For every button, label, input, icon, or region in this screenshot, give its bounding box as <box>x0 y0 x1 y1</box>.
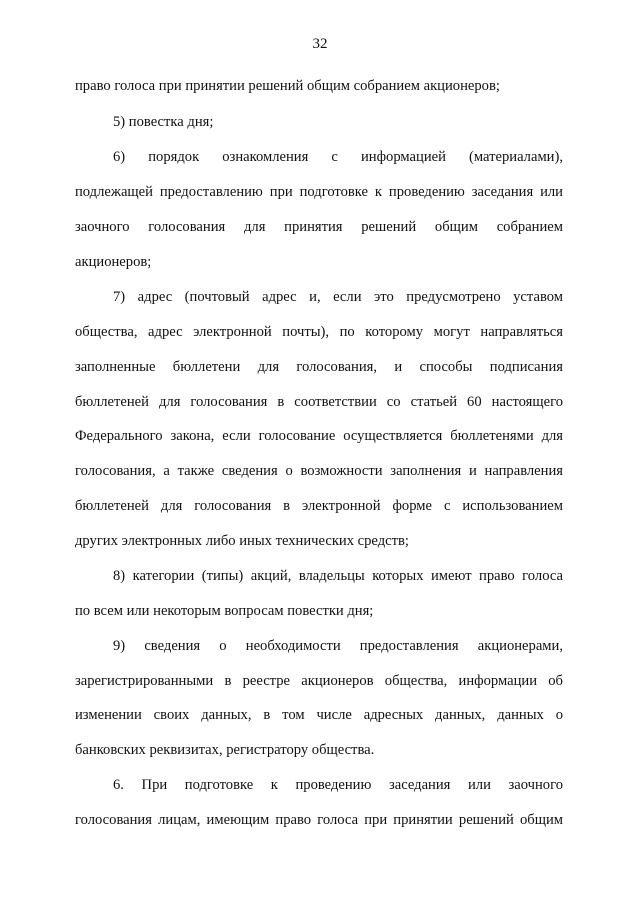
text-line: подлежащей предоставлению при подготовке к проведению заседания или <box>75 184 563 200</box>
page-number: 32 <box>312 36 328 52</box>
text-line: заочного голосования для принятия решений общим собранием <box>75 219 563 235</box>
text-line: по всем или некоторым вопросам повестки дня; <box>75 603 374 619</box>
text-line: заполненные бюллетени для голосования, и способы подписания <box>75 359 563 375</box>
text-line: 7) адрес (почтовый адрес и, если это предусмотрено уставом <box>113 289 563 305</box>
text-line: зарегистрированными в реестре акционеров общества, информации об <box>75 673 563 689</box>
text-line: банковских реквизитах, регистратору общества. <box>75 742 375 758</box>
text-line: 8) категории (типы) акций, владельцы которых имеют право голоса <box>113 568 563 584</box>
text-line: изменении своих данных, в том числе адресных данных, данных о <box>75 707 563 723</box>
text-line: голосования лицам, имеющим право голоса при принятии решений общим <box>75 812 563 828</box>
text-line: общества, адрес электронной почты), по которому могут направляться <box>75 324 563 340</box>
text-line: бюллетеней для голосования в электронной форме с использованием <box>75 498 563 514</box>
text-line: других электронных либо иных технических средств; <box>75 533 409 549</box>
text-line: акционеров; <box>75 254 152 270</box>
text-line: голосования, а также сведения о возможности заполнения и направления <box>75 463 563 479</box>
text-line: 6. При подготовке к проведению заседания или заочного <box>113 777 563 793</box>
text-line: 9) сведения о необходимости предоставления акционерами, <box>113 638 563 654</box>
text-line: 5) повестка дня; <box>113 114 214 130</box>
text-line: бюллетеней для голосования в соответствии со статьей 60 настоящего <box>75 394 563 410</box>
text-line: Федерального закона, если голосование осуществляется бюллетенями для <box>75 428 563 444</box>
text-line: 6) порядок ознакомления с информацией (материалами), <box>113 149 563 165</box>
text-line: право голоса при принятии решений общим собранием акционеров; <box>75 78 500 94</box>
